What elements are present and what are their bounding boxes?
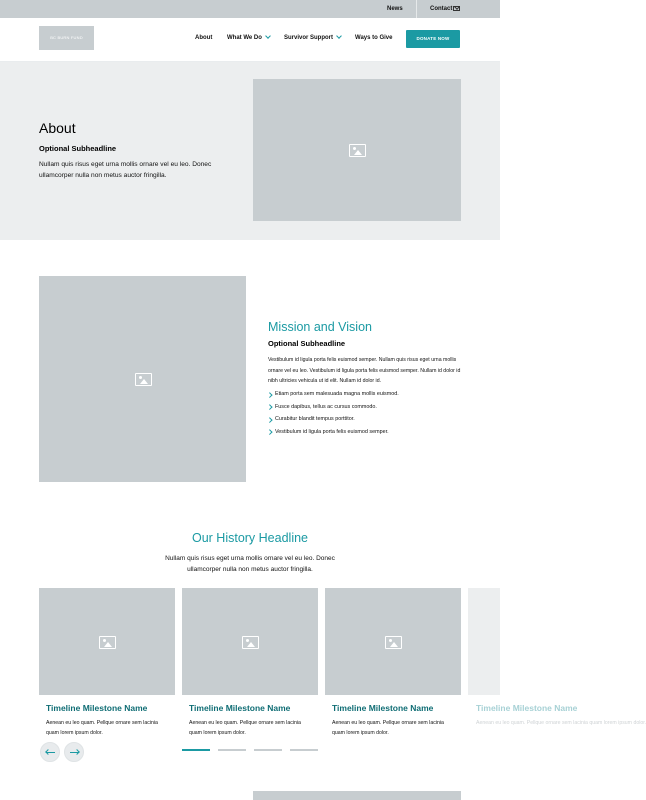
carousel-next-button[interactable] xyxy=(64,742,84,762)
list-item: Curabitur blandit tempus porttitor. xyxy=(268,413,399,426)
site-header xyxy=(0,18,500,62)
mission-bullet-list xyxy=(268,388,399,438)
timeline-card-body: Aenean eu leo quam. Pellque ornare sem lacinia quam lorem ipsum dolor. xyxy=(332,720,444,736)
timeline-card-image[interactable] xyxy=(39,588,175,695)
nav-item-survivor-support[interactable] xyxy=(284,35,341,41)
page-title: About xyxy=(39,120,76,136)
history-title: Our History Headline xyxy=(191,531,308,545)
next-section-image-placeholder xyxy=(253,791,461,800)
timeline-card-image[interactable] xyxy=(182,588,318,695)
chevron-down-icon xyxy=(265,33,271,39)
chevron-down-icon xyxy=(336,33,342,39)
list-item: Vestibulum id ligula porta felis euismod semper. xyxy=(268,426,399,439)
mission-subheadline: Optional Subheadline xyxy=(268,339,346,348)
timeline-card-title[interactable]: Timeline Milestone Name xyxy=(332,703,434,713)
hero-body-text: Nullam quis risus eget urna mollis ornare vel eu leo. Donec ullamcorper nulla non metus auctor fringilla. xyxy=(39,161,212,179)
carousel-prev-button[interactable] xyxy=(40,742,60,762)
timeline-card-body: Aenean eu leo quam. Pellque ornare sem lacinia quam lorem ipsum dolor. xyxy=(46,720,158,736)
list-item: Fusce dapibus, tellus ac cursus commodo. xyxy=(268,401,399,414)
image-icon xyxy=(349,144,366,157)
utility-bar xyxy=(0,0,500,18)
timeline-card-image[interactable] xyxy=(468,588,500,695)
carousel-page-indicator[interactable] xyxy=(254,749,282,751)
nav-item-about[interactable]: About xyxy=(195,35,213,41)
image-icon xyxy=(135,373,152,386)
hero-image-placeholder xyxy=(253,79,461,221)
arrow-right-icon-head xyxy=(74,749,80,755)
timeline-card-image[interactable] xyxy=(325,588,461,695)
carousel-page-indicator[interactable] xyxy=(218,749,246,751)
image-icon xyxy=(99,636,116,649)
timeline-card-title[interactable]: Timeline Milestone Name xyxy=(189,703,291,713)
image-icon xyxy=(385,636,402,649)
contact-link[interactable]: Contact xyxy=(430,6,453,12)
carousel-page-indicator[interactable] xyxy=(290,749,318,751)
timeline-card-title[interactable]: Timeline Milestone Name xyxy=(476,703,578,713)
arrow-left-icon-head xyxy=(45,749,51,755)
nav-item-ways-to-give[interactable]: Ways to Give xyxy=(355,35,393,41)
news-link[interactable]: News xyxy=(387,6,403,12)
mission-image-placeholder xyxy=(39,276,246,482)
image-icon xyxy=(242,636,259,649)
history-body-text: Nullam quis risus eget urna mollis ornare vel eu leo. Donec ullamcorper nulla non metus auctor fringilla. xyxy=(165,555,335,573)
mission-body-text: Vestibulum id ligula porta felis euismod semper. Nullam quis risus eget urna mollis ornare vel eu leo. Vestibulum id ligula porta felis euismod semper. Nullam id dolor id nibh ultricies vehicula ut id elit. Nullam id dolor id. xyxy=(268,357,461,384)
donate-button[interactable]: DONATE NOW xyxy=(406,30,460,48)
hero-subheadline: Optional Subheadline xyxy=(39,144,117,153)
mission-title: Mission and Vision xyxy=(268,320,372,334)
timeline-card-title[interactable]: Timeline Milestone Name xyxy=(46,703,148,713)
nav-label-survivor-support: Survivor Support xyxy=(284,35,334,41)
utility-divider xyxy=(416,0,417,18)
carousel-page-indicator[interactable] xyxy=(182,749,210,751)
list-item: Etiam porta sem malesuada magna mollis euismod. xyxy=(268,388,399,401)
about-hero xyxy=(0,62,500,240)
mail-icon[interactable] xyxy=(453,6,460,11)
nav-label-what-we-do: What We Do xyxy=(227,35,262,41)
nav-item-what-we-do[interactable] xyxy=(227,35,270,41)
timeline-card-body: Aenean eu leo quam. Pellque ornare sem lacinia quam lorem ipsum dolor. xyxy=(189,720,301,736)
timeline-card-body: Aenean eu leo quam. Pellque ornare sem lacinia quam lorem ipsum dolor. xyxy=(476,720,646,726)
site-logo[interactable]: BC BURN FUND xyxy=(39,26,94,50)
